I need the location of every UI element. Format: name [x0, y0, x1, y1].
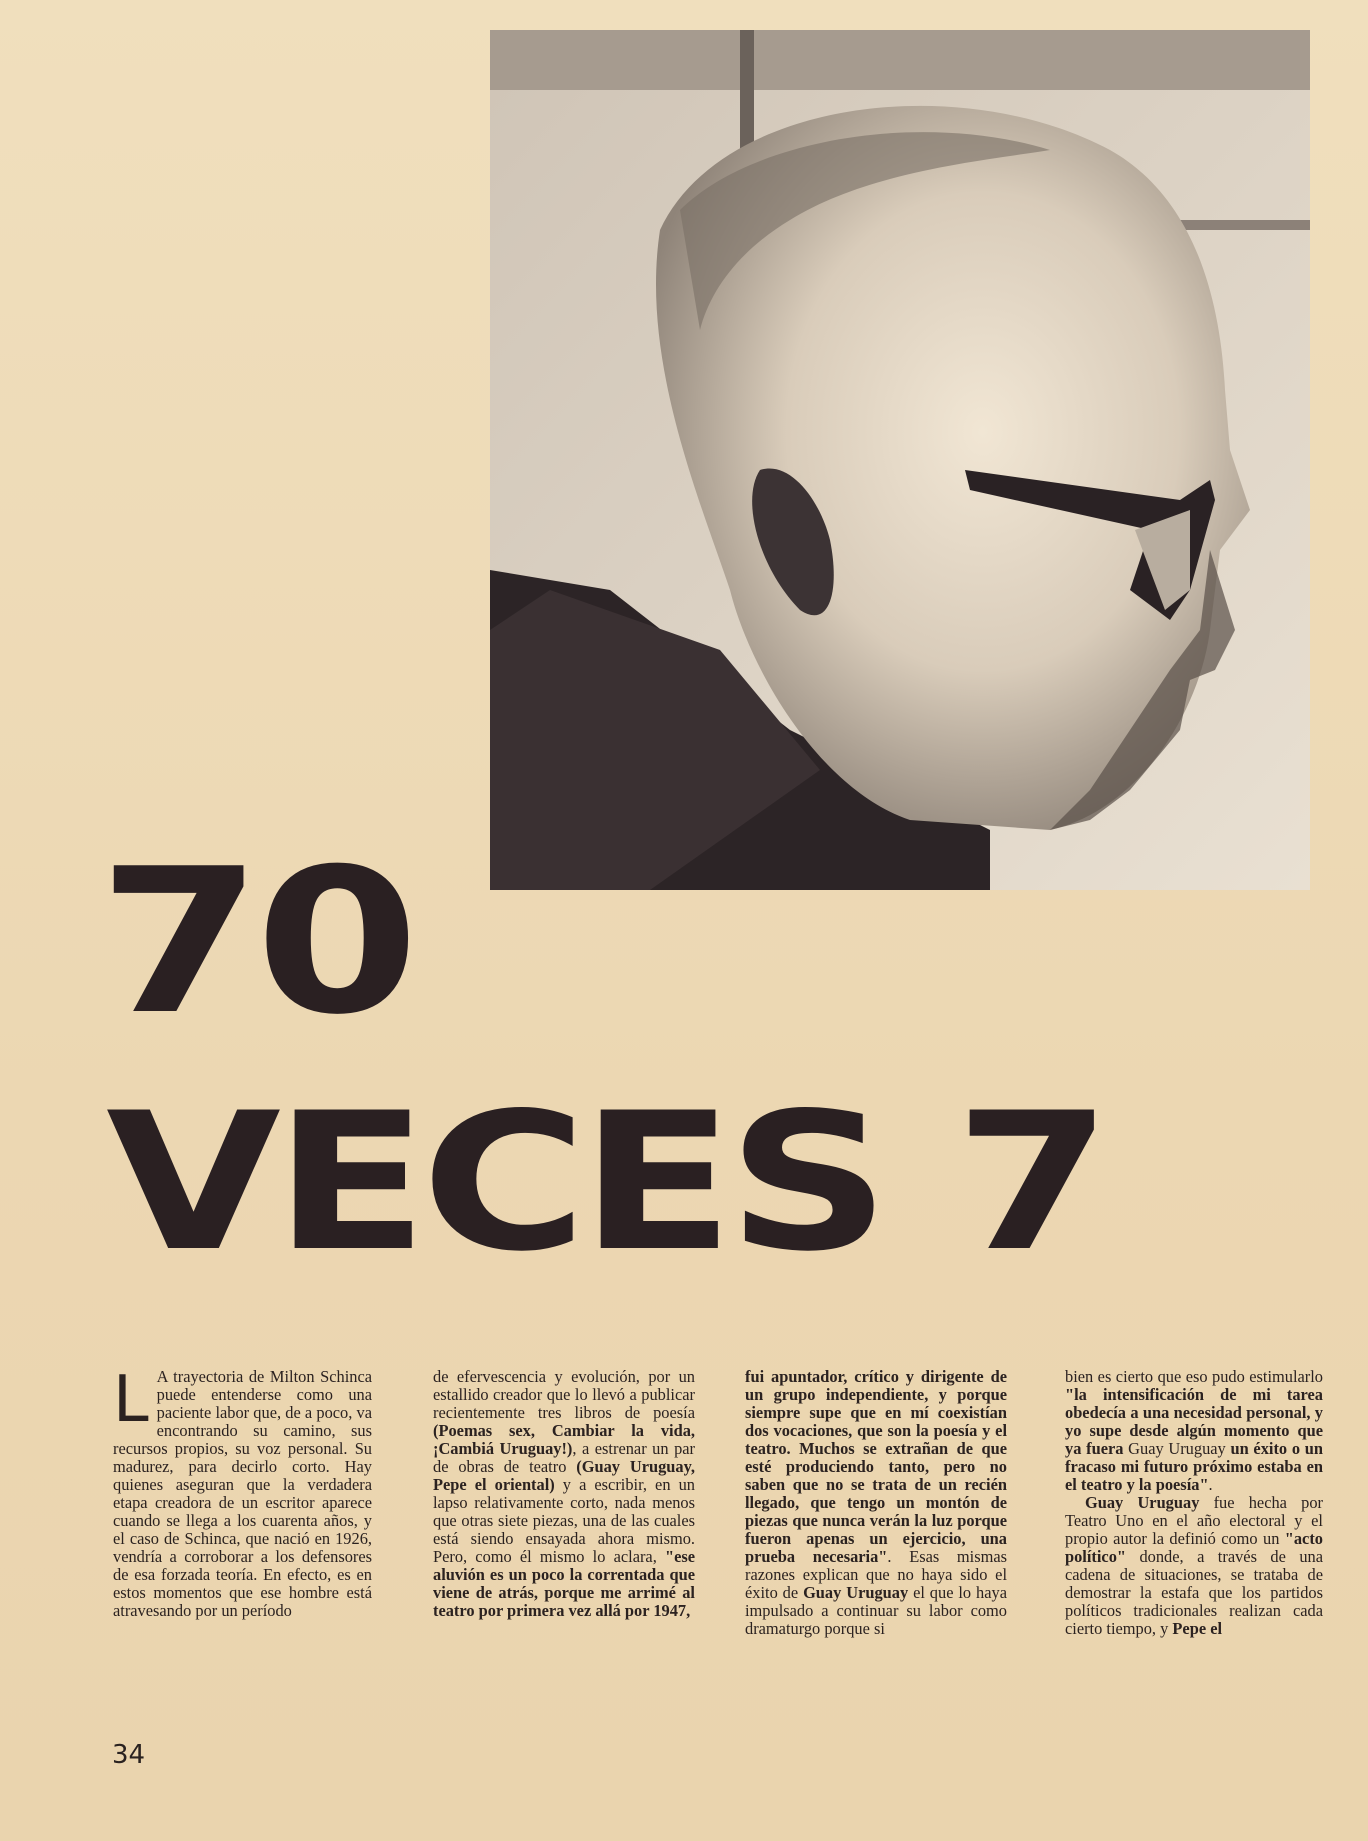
- paragraph: [1065, 1494, 1323, 1638]
- text-run: donde, a través de una cadena de situaciones, se trataba de demostrar la estafa que los partidos políticos tradicionales realizan cada cierto tiempo, y: [1065, 1547, 1323, 1638]
- article-column-4: [1065, 1368, 1323, 1638]
- headline-line-1: 70: [98, 826, 413, 1059]
- portrait-illustration: [490, 30, 1310, 890]
- bold-run: Guay Uruguay: [1085, 1493, 1200, 1512]
- paragraph: [113, 1363, 372, 1620]
- article-column-3: [745, 1368, 1007, 1638]
- bold-run: Guay Uruguay: [803, 1583, 909, 1602]
- article-column-2: [433, 1368, 695, 1620]
- bold-run: (Guay Uruguay, Pepe el oriental): [433, 1457, 695, 1494]
- text-run: .: [1208, 1475, 1213, 1494]
- text-run: y a escribir, en un lapso relativamente corto, nada menos que otras siete piezas, una de las cuales está siendo ensayada ahora mismo. Pero, como él mismo lo aclara,: [433, 1475, 695, 1566]
- bold-run: fui apuntador, crítico y dirigente de un grupo independiente, y porque siempre supe que en mí coexistían dos vocaciones, que son la poesía y el teatro. Muchos se extrañan de que esté produciendo tanto, pero no saben que no se trata de un recién llegado, que tengo un montón de piezas que nunca verán la luz porque fueron apenas un ejercicio, una prueba necesaria": [745, 1367, 1007, 1566]
- article-column-1: [113, 1363, 372, 1620]
- bold-run: "ese aluvión es un poco la correntada que viene de atrás, porque me arrimé al teatro por primera vez allá por 1947,: [433, 1547, 695, 1620]
- text-run: el que lo haya impulsado a continuar su labor como dramaturgo porque si: [745, 1583, 1007, 1638]
- text-run: . Esas mismas razones explican que no haya sido el éxito de: [745, 1547, 1007, 1602]
- text-run: fue hecha por Teatro Uno en el año electoral y el propio autor la definió como un: [1065, 1493, 1323, 1548]
- text-run: bien es cierto que eso pudo estimularlo: [1065, 1367, 1323, 1386]
- bold-run: (Poemas sex, Cambiar la vida, ¡Cambiá Uruguay!): [433, 1421, 695, 1458]
- paragraph: [745, 1368, 1007, 1638]
- text-run: A trayectoria de Milton Schinca puede entenderse como una paciente labor que, de a poco, va encontrando su camino, sus recursos propios, su voz personal. Su madurez, para decirlo corto. Hay quienes aseguran que la verdadera etapa creadora de un escritor aparece cuando se llega a los cuarenta años, y el caso de Schinca, que nació en 1926, vendría a corroborar a los defensores de esa forzada teoría. En efecto, es en estos momentos que ese hombre está atravesando por un período: [113, 1367, 372, 1620]
- bold-run: un éxito o un fracaso mi futuro próximo estaba en el teatro y la poesía": [1065, 1439, 1323, 1494]
- text-run: , a estrenar un par de obras de teatro: [433, 1439, 696, 1476]
- text-run: Guay Uruguay: [1123, 1439, 1231, 1458]
- page-number: 34: [112, 1740, 146, 1770]
- paragraph: [433, 1368, 695, 1620]
- portrait-photo: [490, 30, 1310, 890]
- bold-run: "acto político": [1065, 1529, 1323, 1566]
- paragraph: [1065, 1368, 1323, 1494]
- bold-run: "la intensificación de mi tarea obedecía a una necesidad personal, y yo supe desde algún momento que ya fuera: [1065, 1385, 1323, 1458]
- drop-cap: L: [113, 1363, 149, 1437]
- headline-line-2: VECES 7: [106, 1072, 1105, 1293]
- bold-run: Pepe el: [1172, 1619, 1223, 1638]
- text-run: de efervescencia y evolución, por un estallido creador que lo llevó a publicar recientemente tres libros de poesía: [433, 1367, 695, 1422]
